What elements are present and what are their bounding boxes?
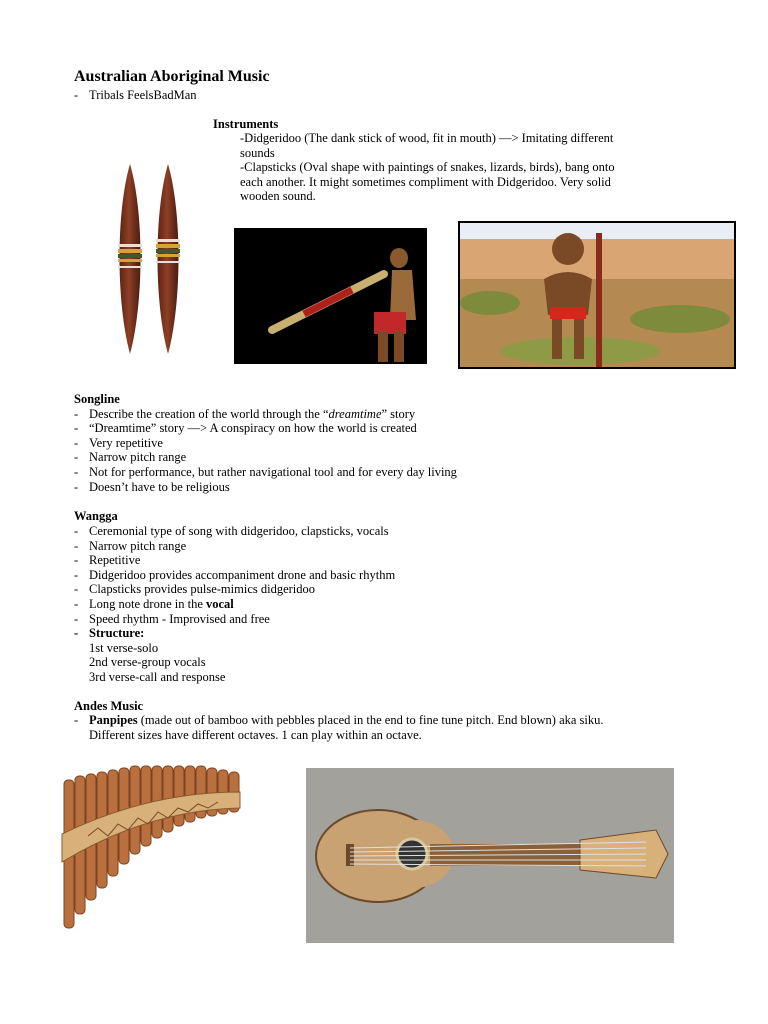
songline-item-text: Describe the creation of the world through the “ (89, 406, 329, 421)
songline-item (74, 465, 457, 480)
structure-item: 2nd verse-group vocals (89, 655, 206, 669)
instruments-line-1: -Didgeridoo (The dank stick of wood, fit in mouth) —> Imitating different (240, 131, 614, 145)
bullet-dash: - (74, 406, 79, 421)
songline-item-text: Doesn’t have to be religious (89, 480, 230, 494)
wangga-item-text: Long note drone in the (89, 597, 206, 611)
bullet-dash: - (74, 553, 79, 567)
bullet-dash: - (74, 435, 79, 450)
instruments-line-3: -Clapsticks (Oval shape with paintings of snakes, lizards, birds), bang onto (240, 160, 615, 174)
wangga-item (74, 582, 315, 597)
songline-item-text: Narrow pitch range (89, 450, 187, 464)
panpipes-label: Panpipes (89, 713, 138, 727)
bullet-dash: - (74, 450, 79, 464)
andes-heading: Andes Music (74, 698, 144, 713)
bullet-dash: - (74, 465, 79, 479)
bullet-dash: - (74, 582, 79, 596)
songline-item-text: Very repetitive (89, 435, 163, 450)
wangga-heading: Wangga (74, 509, 118, 523)
songline-item-text: “Dreamtime” story —> A conspiracy on how the world is created (89, 421, 417, 435)
document-title: Australian Aboriginal Music (74, 68, 270, 85)
bullet-dash: - (74, 626, 79, 640)
panpipes-text: (made out of bamboo with pebbles placed in the end to fine tune pitch. End blown) aka siku. (137, 713, 604, 727)
structure-item: 3rd verse-call and response (89, 669, 226, 684)
panpipes-image (58, 762, 244, 930)
songline-item-text-end: ” story (381, 406, 416, 421)
subtitle-line (74, 88, 197, 103)
didgeridoo-player-image (234, 228, 427, 364)
panpipes-text-line-2: Different sizes have different octaves. 1 can play within an octave. (89, 728, 422, 742)
songline-heading: Songline (74, 392, 120, 406)
clapsticks-image (72, 152, 222, 367)
songline-item (74, 480, 230, 495)
vocal-emphasis: vocal (206, 597, 234, 611)
bullet-dash: - (74, 523, 79, 538)
structure-label: Structure: (89, 626, 145, 640)
wangga-item (74, 553, 140, 568)
wangga-item-text: Narrow pitch range (89, 538, 187, 553)
panpipes-item (74, 713, 604, 728)
subtitle: Tribals FeelsBadMan (89, 88, 197, 102)
bullet-dash: - (74, 538, 79, 553)
wangga-item (74, 568, 395, 583)
instruments-line-2: sounds (240, 145, 275, 160)
wangga-item-text: Clapsticks provides pulse-mimics didgeridoo (89, 582, 316, 596)
wangga-item (74, 539, 186, 554)
bullet-dash: - (74, 567, 79, 582)
bullet-dash: - (74, 421, 79, 435)
wangga-item (74, 524, 389, 539)
wangga-item (74, 626, 144, 641)
wangga-item-text: Ceremonial type of song with didgeridoo, clapsticks, vocals (89, 523, 389, 538)
wangga-item (74, 612, 270, 627)
bullet-dash: - (74, 713, 79, 727)
wangga-item-text: Didgeridoo provides accompaniment drone and basic rhythm (89, 567, 396, 582)
bullet-dash: - (74, 88, 79, 102)
songline-item-text: Not for performance, but rather navigational tool and for every day living (89, 465, 457, 479)
bullet-dash: - (74, 597, 79, 611)
wangga-item (74, 597, 234, 612)
instruments-heading: Instruments (213, 117, 279, 131)
dreamtime-emphasis: dreamtime (328, 406, 382, 421)
songline-item (74, 436, 163, 451)
bullet-dash: - (74, 611, 79, 626)
instruments-line-4: each another. It might sometimes compliment with Didgeridoo. Very solid (240, 174, 611, 189)
songline-item (74, 407, 415, 422)
bullet-dash: - (74, 480, 79, 494)
songline-item (74, 450, 186, 465)
songline-item (74, 421, 417, 436)
wangga-item-text: Speed rhythm - Improvised and free (89, 611, 270, 626)
cartoon-aboriginal-image (458, 221, 736, 369)
wangga-item-text: Repetitive (89, 553, 141, 567)
instruments-line-5: wooden sound. (240, 189, 316, 203)
structure-item: 1st verse-solo (89, 640, 159, 655)
charango-image (306, 768, 674, 943)
